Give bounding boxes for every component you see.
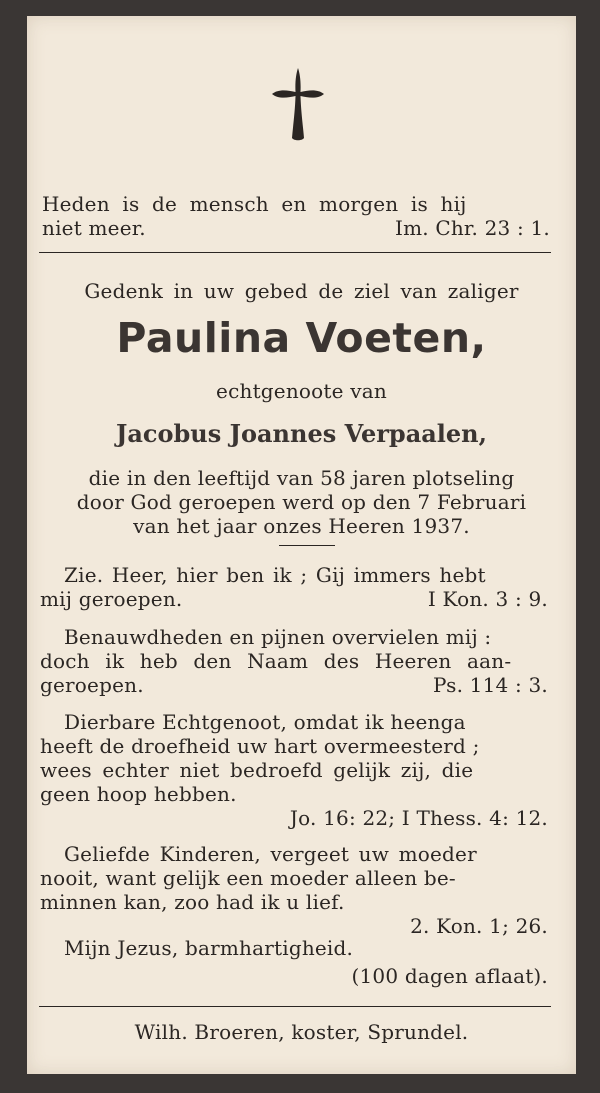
motto-text: niet meer. (42, 216, 146, 240)
verse-2-text: geroepen. (40, 673, 144, 697)
spouse-name: Jacobus Joannes Verpaalen, (116, 419, 487, 448)
verse-3-line-3: wees echter niet bedroefd gelijk zij, die (40, 758, 474, 782)
prayer-text: Mijn Jezus, barmhartigheid. (64, 936, 354, 960)
divider-top (39, 252, 551, 253)
details-line-3: van het jaar onzes Heeren 1937. (133, 514, 470, 538)
divider-bottom (39, 1006, 551, 1007)
details-line-2: door God geroepen werd op den 7 Februari (76, 490, 527, 514)
motto-line-2 (42, 216, 550, 240)
indulgence-text: (100 dagen aflaat). (351, 964, 548, 988)
verse-1-line-2 (40, 587, 548, 611)
verse-1-reference: I Kon. 3 : 9. (427, 587, 548, 611)
motto-reference: Im. Chr. 23 : 1. (394, 216, 550, 240)
verse-4-line-1: Geliefde Kinderen, vergeet uw moeder (64, 842, 477, 866)
details-line-1: die in den leeftijd van 58 jaren plotseling (88, 466, 515, 490)
verse-2-line-2: doch ik heb den Naam des Heeren aan- (40, 649, 512, 673)
relation-text: echtgenoote van (216, 379, 387, 403)
verse-4-line-3: minnen kan, zoo had ik u lief. (40, 890, 345, 914)
printer-imprint: Wilh. Broeren, koster, Sprundel. (134, 1020, 469, 1044)
deceased-name: Paulina Voeten, (116, 314, 487, 362)
verse-4-reference: 2. Kon. 1; 26. (410, 914, 548, 938)
verse-1-line-1: Zie. Heer, hier ben ik ; Gij immers hebt (64, 563, 486, 587)
verse-3-line-2: heeft de droefheid uw hart overmeesterd ; (40, 734, 480, 758)
cross-icon (270, 66, 326, 142)
divider-short (279, 545, 335, 546)
verse-3-line-4: geen hoop hebben. (40, 782, 237, 806)
verse-3-line-1: Dierbare Echtgenoot, omdat ik heenga (64, 710, 466, 734)
verse-2-line-3 (40, 673, 548, 697)
verse-3-reference: Jo. 16: 22; I Thess. 4: 12. (289, 806, 548, 830)
motto-line-1-text: Heden is de mensch en morgen is hij (42, 192, 467, 216)
verse-4-line-2: nooit, want gelijk een moeder alleen be- (40, 866, 456, 890)
verse-1-text: mij geroepen. (40, 587, 183, 611)
memorial-card (27, 16, 576, 1074)
verse-2-line-1: Benauwdheden en pijnen overvielen mij : (64, 625, 492, 649)
motto-line-1 (42, 192, 545, 216)
intro-text: Gedenk in uw gebed de ziel van zaliger (84, 279, 519, 303)
verse-2-reference: Ps. 114 : 3. (432, 673, 548, 697)
